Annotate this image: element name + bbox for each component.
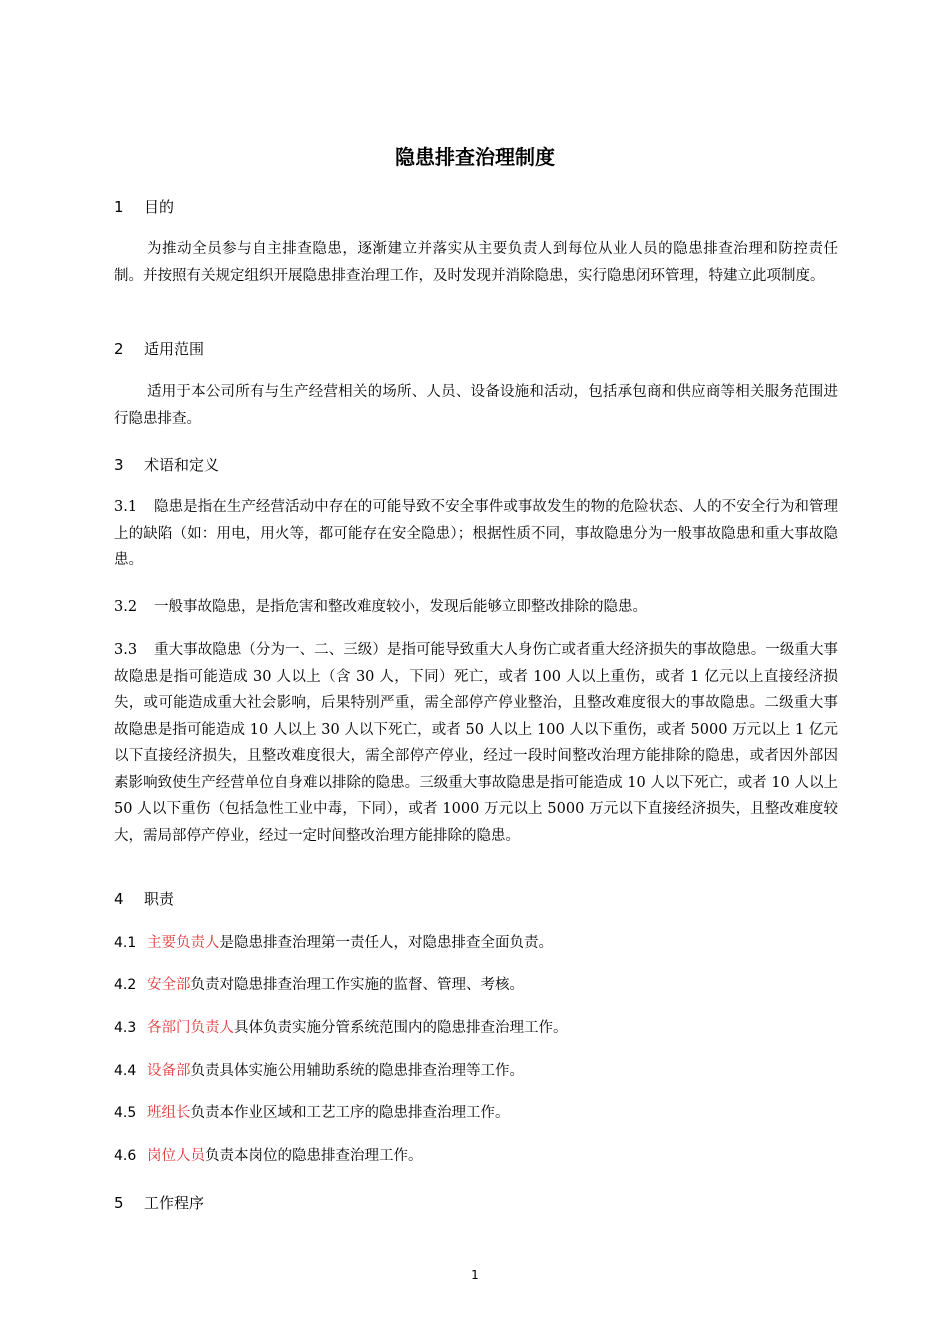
section-number: 1 — [114, 198, 124, 216]
duty-text: 负责对隐患排查治理工作实施的监督、管理、考核。 — [190, 977, 524, 993]
definition-3-2 — [114, 594, 838, 621]
duty-4-6 — [114, 1143, 423, 1169]
duty-number: 4.5 — [114, 1105, 137, 1121]
duty-number: 4.6 — [114, 1148, 137, 1164]
duty-4-3 — [114, 1015, 568, 1041]
document-title: 隐患排查治理制度 — [395, 145, 555, 169]
section-number: 4 — [114, 890, 124, 908]
duty-4-1 — [114, 930, 553, 956]
duty-role: 主要负责人 — [147, 935, 220, 951]
page-number: 1 — [471, 1268, 479, 1282]
duty-role: 班组长 — [147, 1105, 191, 1121]
duty-text: 具体负责实施分管系统范围内的隐患排查治理工作。 — [234, 1020, 568, 1036]
duty-role: 岗位人员 — [147, 1148, 205, 1164]
duty-4-4 — [114, 1058, 524, 1084]
clause-text: 重大事故隐患（分为一、二、三级）是指可能导致重大人身伤亡或者重大经济损失的事故隐患。一级重大事故隐患是指可能造成 30 人以上（含 30 人，下同）死亡，或者 100 人以上重伤，或者 1 亿元以上直接经济损失，或可能造成重大社会影响，后果特别严重，需全部停产停业整治，且整改难度很大的事故隐患。二级重大事故隐患是指可能造成 10 人以上 30 人以下死亡，或者 50 人以上 100 人以下重伤，或者 5000 万元以上 1 亿元以下直接经济损失，且整改难度很大，需全部停产停业，经过一段时间整改治理方能排除的隐患，或者因外部因素影响致使生产经营单位自身难以排除的隐患。三级重大事故隐患是指可能造成 10 人以下死亡，或者 10 人以上 50 人以下重伤（包括急性工业中毒，下同），或者 1000 万元以上 5000 万元以下直接经济损失，且整改难度较大，需局部停产停业，经过一定时间整改治理方能排除的隐患。 — [114, 642, 838, 844]
duty-text: 负责本作业区域和工艺工序的隐患排查治理工作。 — [190, 1105, 510, 1121]
section-number: 2 — [114, 340, 124, 358]
duty-text: 负责本岗位的隐患排查治理工作。 — [205, 1148, 423, 1164]
clause-text: 一般事故隐患，是指危害和整改难度较小，发现后能够立即整改排除的隐患。 — [154, 599, 647, 615]
section-heading-procedure — [114, 1190, 204, 1216]
duty-number: 4.2 — [114, 977, 137, 993]
duty-4-5 — [114, 1100, 510, 1126]
clause-text: 隐患是指在生产经营活动中存在的可能导致不安全事件或事故发生的物的危险状态、人的不安全行为和管理上的缺陷（如：用电，用火等，都可能存在安全隐患）；根据性质不同，事故隐患分为一般事故隐患和重大事故隐患。 — [114, 499, 838, 568]
duty-text: 是隐患排查治理第一责任人，对隐患排查全面负责。 — [219, 935, 553, 951]
section-title: 适用范围 — [144, 340, 205, 358]
section-heading-duties — [114, 886, 174, 912]
duty-4-2 — [114, 972, 524, 998]
section-heading-scope — [114, 336, 204, 362]
section-title: 目的 — [144, 198, 175, 216]
definition-3-3 — [114, 637, 838, 849]
clause-number: 3.3 — [114, 642, 138, 658]
section-title: 工作程序 — [144, 1194, 205, 1212]
section-number: 3 — [114, 456, 124, 474]
section-heading-definitions — [114, 452, 219, 478]
clause-number: 3.1 — [114, 499, 138, 515]
clause-number: 3.2 — [114, 599, 138, 615]
duty-number: 4.4 — [114, 1063, 137, 1079]
duty-number: 4.3 — [114, 1020, 137, 1036]
duty-role: 设备部 — [147, 1063, 191, 1079]
section-heading-purpose — [114, 194, 174, 220]
definition-3-1 — [114, 494, 838, 574]
duty-role: 各部门负责人 — [147, 1020, 234, 1036]
section-title: 术语和定义 — [144, 456, 220, 474]
duty-number: 4.1 — [114, 935, 137, 951]
section-title: 职责 — [144, 890, 175, 908]
duty-text: 负责具体实施公用辅助系统的隐患排查治理等工作。 — [190, 1063, 524, 1079]
section-number: 5 — [114, 1194, 124, 1212]
purpose-paragraph: 为推动全员参与自主排查隐患，逐渐建立并落实从主要负责人到每位从业人员的隐患排查治理和防控责任制。并按照有关规定组织开展隐患排查治理工作，及时发现并消除隐患，实行隐患闭环管理，特建立此项制度。 — [114, 241, 838, 284]
scope-paragraph: 适用于本公司所有与生产经营相关的场所、人员、设备设施和活动，包括承包商和供应商等相关服务范围进行隐患排查。 — [114, 384, 838, 427]
duty-role: 安全部 — [147, 977, 191, 993]
